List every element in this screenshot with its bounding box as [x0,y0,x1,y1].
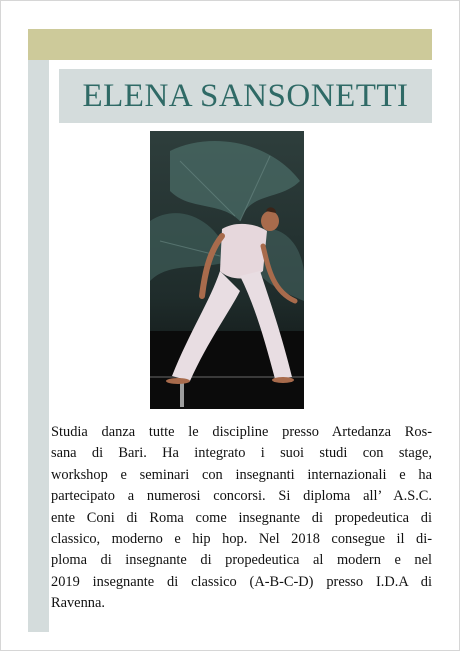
dancer-photo-image [150,131,304,409]
side-bar [28,60,49,632]
bio-line: workshop e seminari con insegnanti internazionali e ha [51,466,432,483]
header-band [28,29,432,60]
bio-text [51,422,432,615]
bio-line: Ravenna. [51,595,105,612]
bio-line: 2019 insegnante di classico (A-B-C-D) presso I.D.A di [51,573,432,590]
bio-line: Studia danza tutte le discipline presso Artedanza Ros- [51,424,432,440]
bio-line: classico, moderno e hip hop. Nel 2018 consegue il di- [51,531,432,548]
bio-line: ente Coni di Roma come insegnante di propedeutica di [51,509,432,526]
title-box [59,69,432,123]
page-title: ELENA SANSONETTI [82,77,409,114]
bio-line: ploma di insegnante di propedeutica al modern e nel [51,552,432,569]
dancer-photo [150,131,304,409]
bio-line: sana di Bari. Ha integrato i suoi studi con stage, [51,445,432,462]
bio-line: partecipato a numerosi concorsi. Si diploma all’ A.S.C. [51,488,432,505]
